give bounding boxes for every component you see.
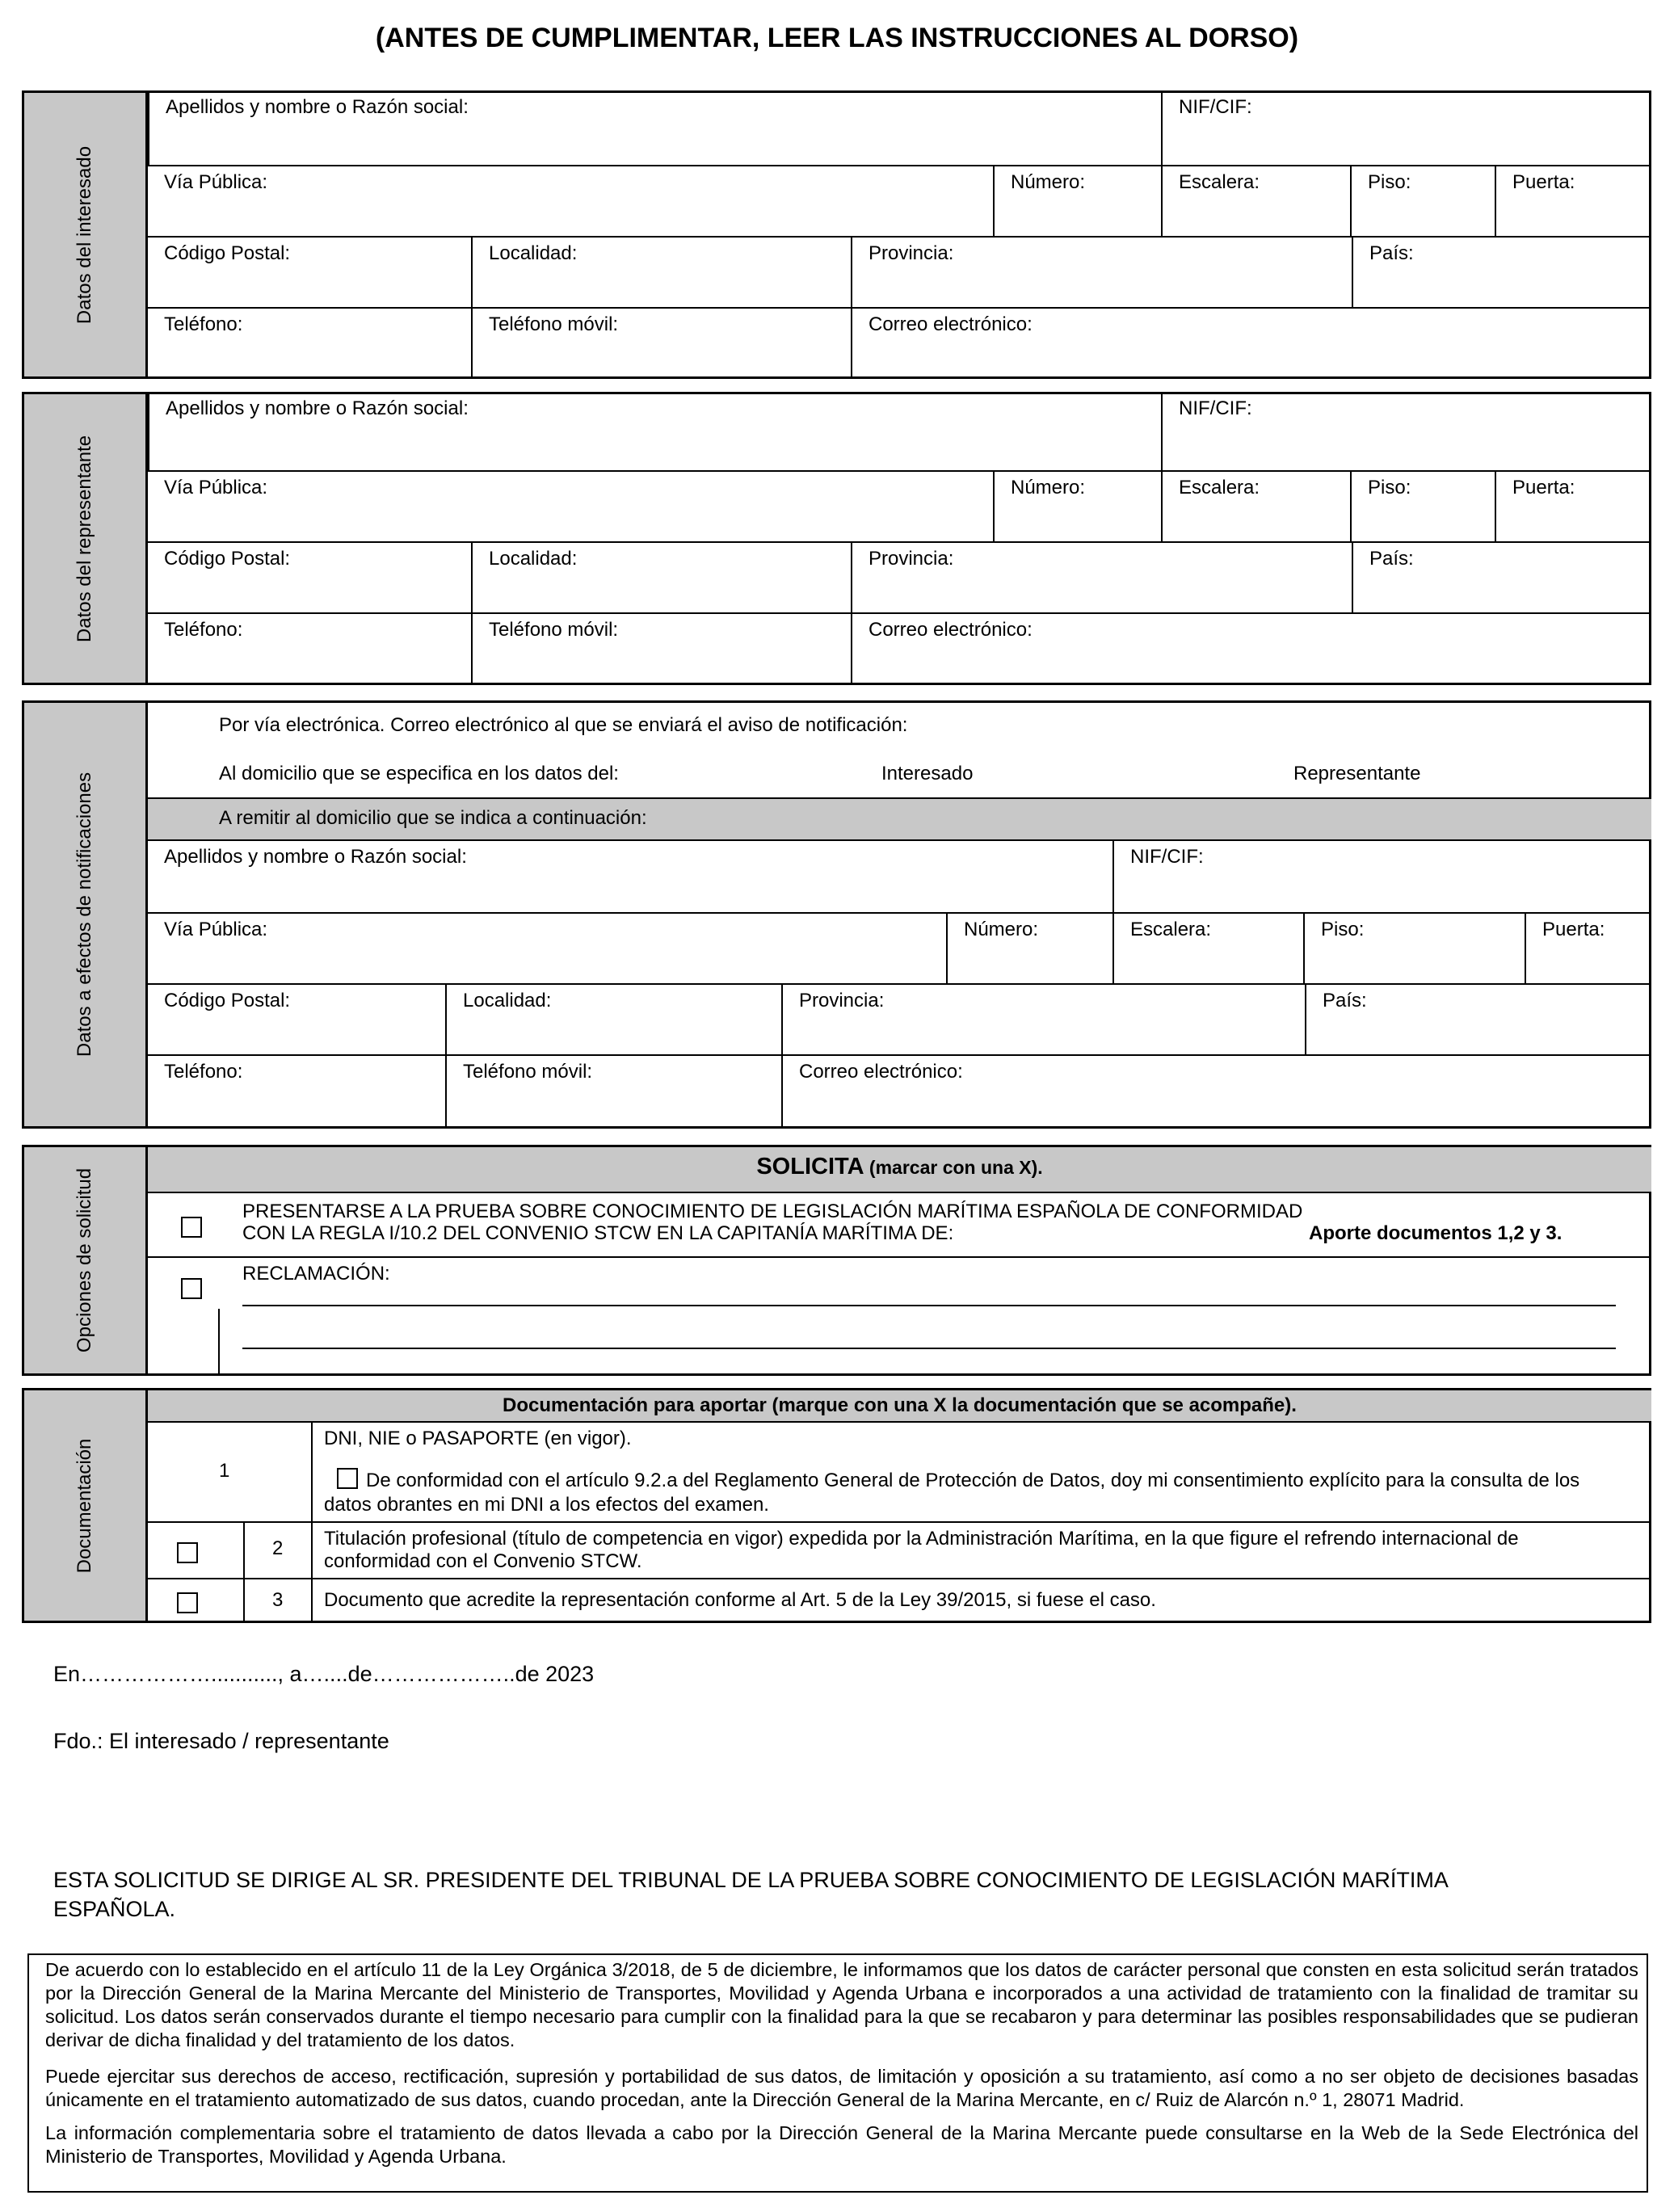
field-escalera[interactable]: Escalera:: [1161, 470, 1350, 541]
field-movil[interactable]: Teléfono móvil:: [471, 612, 851, 683]
reclamacion-line-2[interactable]: [242, 1348, 1616, 1349]
notif-domicilio: Al domicilio que se especifica en los datos del:: [219, 763, 619, 784]
field-puerta[interactable]: Puerta:: [1495, 470, 1651, 541]
field-provincia[interactable]: Provincia:: [851, 236, 1352, 307]
field-nif[interactable]: NIF/CIF:: [1161, 91, 1651, 165]
opt1-line1: PRESENTARSE A LA PRUEBA SOBRE CONOCIMIENTO DE LEGISLACIÓN MARÍTIMA ESPAÑOLA DE CONFORMIDAD: [242, 1201, 1303, 1222]
field-nif[interactable]: NIF/CIF:: [1112, 841, 1651, 912]
field-correo[interactable]: Correo electrónico:: [851, 307, 1651, 376]
doc-item-2-check-cell: [148, 1523, 243, 1579]
field-piso[interactable]: Piso:: [1350, 165, 1495, 236]
field-apellidos[interactable]: Apellidos y nombre o Razón social:: [164, 846, 467, 868]
field-cp[interactable]: Código Postal:: [148, 236, 471, 307]
field-puerta[interactable]: Puerta:: [1495, 165, 1651, 236]
firma-line: Fdo.: El interesado / representante: [53, 1729, 389, 1753]
privacy-paragraph-3: La información complementaria sobre el tratamiento de datos llevada a cabo por la Dirección General de la Marina Mercante puede consultarse en la Web de la Sede Electrónica del Ministerio de Transportes, Movilidad y Agenda Urbana.: [45, 2122, 1638, 2167]
section-interesado: [22, 90, 1651, 379]
section-notificaciones: [22, 700, 1651, 1129]
section-solicitud: [22, 1145, 1651, 1376]
field-piso[interactable]: Piso:: [1303, 912, 1525, 983]
privacy-notice: [27, 1953, 1648, 2193]
field-correo[interactable]: Correo electrónico:: [851, 612, 1651, 683]
field-via[interactable]: Vía Pública:: [148, 165, 993, 236]
solicita-header: SOLICITA (marcar con una X).: [148, 1147, 1651, 1193]
field-telefono[interactable]: Teléfono:: [148, 1054, 445, 1126]
field-cp[interactable]: Código Postal:: [148, 541, 471, 612]
field-numero[interactable]: Número:: [946, 912, 1112, 983]
doc-item-3: Documento que acredite la representación conforme al Art. 5 de la Ley 39/2015, si fuese el caso.: [311, 1579, 1651, 1621]
field-movil[interactable]: Teléfono móvil:: [445, 1054, 781, 1126]
reclamacion-line-1[interactable]: [242, 1305, 1616, 1306]
doc-item-2-num-cell: 2: [243, 1523, 311, 1579]
field-apellidos[interactable]: Apellidos y nombre o Razón social:: [148, 91, 1161, 165]
section-label: Datos a efectos de notificaciones: [24, 703, 148, 1126]
section-documentacion: [22, 1388, 1651, 1623]
field-numero[interactable]: Número:: [993, 470, 1161, 541]
opt1-docs: Aporte documentos 1,2 y 3.: [1309, 1222, 1563, 1244]
field-escalera[interactable]: Escalera:: [1161, 165, 1350, 236]
field-via[interactable]: Vía Pública:: [148, 470, 993, 541]
page-title: (ANTES DE CUMPLIMENTAR, LEER LAS INSTRUCCIONES AL DORSO): [375, 23, 1299, 53]
field-provincia[interactable]: Provincia:: [851, 541, 1352, 612]
checkbox-reclamacion[interactable]: [181, 1278, 202, 1299]
field-nif[interactable]: NIF/CIF:: [1161, 393, 1651, 470]
privacy-paragraph-1: De acuerdo con lo establecido en el artículo 11 de la Ley Orgánica 3/2018, de 5 de diciembre, le informamos que los datos de carácter personal que consten en esta solicitud serán tratados por la Dirección General de la Marina Mercante del Ministerio de Transportes, Movilidad y Agenda Urbana e incorporados a una actividad de tratamiento con la finalidad de tramitar su solicitud. Los datos serán conservados durante el tiempo necesario para cumplir con la finalidad para la que se recabaron y para determinar las posibles responsabilidades que se pudieran derivar de dicha finalidad y del tratamiento de los datos.: [45, 1959, 1638, 2050]
opt2-label: RECLAMACIÓN:: [242, 1263, 390, 1285]
field-cp[interactable]: Código Postal:: [148, 983, 445, 1054]
doc-item-2: Titulación profesional (título de competencia en vigor) expedida por la Administración Marítima, en la que figure el refrendo internacional de conformidad con el Convenio STCW.: [311, 1523, 1651, 1579]
doc-item-3-num-cell: 3: [243, 1579, 311, 1621]
section-representante: [22, 392, 1651, 685]
section-label: Datos del interesado: [24, 93, 148, 376]
doc-item-1: DNI, NIE o PASAPORTE (en vigor). De conformidad con el artículo 9.2.a del Reglamento General de Protección de Datos, doy mi consentimiento explícito para la consulta de los datos obrantes en mi DNI a los efectos del examen.: [311, 1423, 1651, 1523]
field-pais[interactable]: País:: [1352, 236, 1651, 307]
dirige-line-2: ESPAÑOLA.: [53, 1897, 176, 1921]
field-correo[interactable]: Correo electrónico:: [781, 1054, 1651, 1126]
field-apellidos[interactable]: Apellidos y nombre o Razón social:: [148, 393, 1161, 470]
field-localidad[interactable]: Localidad:: [445, 983, 781, 1054]
field-escalera[interactable]: Escalera:: [1112, 912, 1303, 983]
field-puerta[interactable]: Puerta:: [1525, 912, 1651, 983]
section-label: Datos del representante: [24, 394, 148, 683]
checkbox-presentarse[interactable]: [181, 1217, 202, 1238]
documentacion-header: Documentación para aportar (marque con una X la documentación que se acompañe).: [148, 1390, 1651, 1423]
section-label: Documentación: [24, 1390, 148, 1621]
dirige-line-1: ESTA SOLICITUD SE DIRIGE AL SR. PRESIDENTE DEL TRIBUNAL DE LA PRUEBA SOBRE CONOCIMIENTO DE LEGISLACIÓN MARÍTIMA: [53, 1868, 1449, 1892]
doc-item-1-num-cell: 1: [148, 1423, 311, 1523]
notif-electronica[interactable]: Por vía electrónica. Correo electrónico al que se enviará el aviso de notificación:: [219, 714, 908, 736]
notif-option-representante[interactable]: Representante: [1293, 763, 1421, 784]
field-localidad[interactable]: Localidad:: [471, 236, 851, 307]
field-telefono[interactable]: Teléfono:: [148, 307, 471, 376]
doc-item-3-check-cell: [148, 1579, 243, 1621]
section-label: Opciones de solicitud: [24, 1147, 148, 1373]
privacy-paragraph-2: Puede ejercitar sus derechos de acceso, rectificación, supresión y portabilidad de sus datos, de limitación y oposición a su tratamiento, así como a no ser objeto de decisiones basadas únicamente en el tratamiento automatizado de sus datos, cuando procedan, ante la Dirección General de la Marina Mercante, en c/ Ruiz de Alarcón n.º 1, 28071 Madrid.: [45, 2066, 1638, 2110]
field-via[interactable]: Vía Pública:: [148, 912, 946, 983]
field-movil[interactable]: Teléfono móvil:: [471, 307, 851, 376]
field-pais[interactable]: País:: [1305, 983, 1651, 1054]
field-provincia[interactable]: Provincia:: [781, 983, 1305, 1054]
checkbox-consentimiento-dni[interactable]: [337, 1468, 358, 1489]
field-localidad[interactable]: Localidad:: [471, 541, 851, 612]
fecha-line[interactable]: En………………..........., a…....de………………..de 2023: [53, 1662, 595, 1686]
notif-option-interesado[interactable]: Interesado: [881, 763, 974, 784]
field-telefono[interactable]: Teléfono:: [148, 612, 471, 683]
checkbox-doc-3[interactable]: [177, 1592, 198, 1613]
opt1-line2: CON LA REGLA I/10.2 DEL CONVENIO STCW EN LA CAPITANÍA MARÍTIMA DE:: [242, 1222, 954, 1244]
field-numero[interactable]: Número:: [993, 165, 1161, 236]
notif-remitir-bar[interactable]: A remitir al domicilio que se indica a continuación:: [148, 797, 1651, 841]
field-pais[interactable]: País:: [1352, 541, 1651, 612]
checkbox-doc-2[interactable]: [177, 1542, 198, 1563]
field-piso[interactable]: Piso:: [1350, 470, 1495, 541]
